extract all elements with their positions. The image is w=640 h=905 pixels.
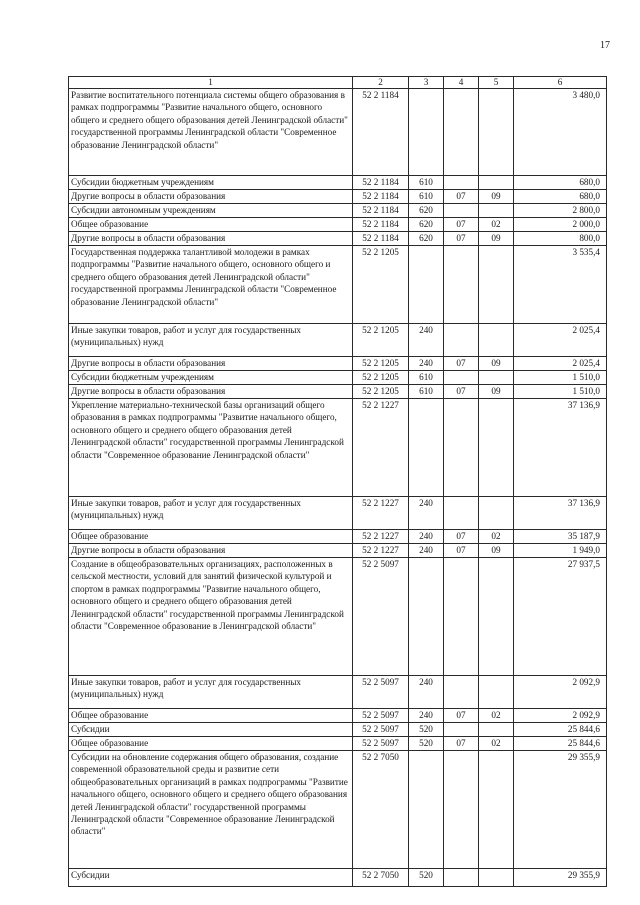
row-vr-cell: 520 [409,723,444,737]
row-name-cell: Государственная поддержка талантливой молодежи в рамках подпрограммы "Развитие начального общего, основного общего и среднего общего образования детей Ленинградской области" государственной программы Ленинградской области "Современное образование Ленинградской области" [69,246,353,324]
row-rz-cell: 07 [444,530,479,544]
row-csr-cell: 52 2 5097 [353,676,409,709]
row-pr-cell: 02 [479,709,514,723]
row-rz-cell [444,558,479,676]
row-pr-cell: 02 [479,218,514,232]
row-sum-cell: 2 025,4 [514,324,607,357]
row-name-cell: Субсидии автономным учреждениям [69,204,353,218]
row-sum-cell: 1 510,0 [514,371,607,385]
row-sum-cell: 29 355,9 [514,751,607,869]
row-pr-cell: 09 [479,190,514,204]
row-pr-cell: 02 [479,530,514,544]
table-header-row [69,77,607,89]
row-csr-cell: 52 2 1184 [353,218,409,232]
row-sum-cell: 1 510,0 [514,385,607,399]
row-sum-cell: 2 025,4 [514,357,607,371]
row-name-cell: Субсидии [69,869,353,887]
row-name-cell: Развитие воспитательного потенциала системы общего образования в рамках подпрограммы "Развитие начального общего, основного общего и среднего общего образования детей Ленинградской области" государственной программы Ленинградской области "Современное образование Ленинградской области" [69,89,353,176]
row-vr-cell: 620 [409,232,444,246]
row-pr-cell: 09 [479,357,514,371]
row-name-cell: Общее образование [69,709,353,723]
row-pr-cell: 09 [479,544,514,558]
row-sum-cell: 3 480,0 [514,89,607,176]
row-vr-cell: 240 [409,676,444,709]
row-rz-cell [444,371,479,385]
table-row [69,530,607,544]
table-row [69,232,607,246]
row-name-cell: Иные закупки товаров, работ и услуг для государственных (муниципальных) нужд [69,676,353,709]
row-rz-cell [444,869,479,887]
budget-table [68,76,607,887]
row-vr-cell: 520 [409,737,444,751]
row-csr-cell: 52 2 7050 [353,869,409,887]
row-sum-cell: 800,0 [514,232,607,246]
row-rz-cell [444,497,479,530]
column-header: 2 [353,77,409,89]
row-rz-cell: 07 [444,737,479,751]
row-vr-cell [409,751,444,869]
row-vr-cell: 240 [409,530,444,544]
row-csr-cell: 52 2 5097 [353,737,409,751]
row-rz-cell: 07 [444,190,479,204]
row-vr-cell: 610 [409,190,444,204]
row-sum-cell: 25 844,6 [514,723,607,737]
row-rz-cell [444,676,479,709]
row-name-cell: Другие вопросы в области образования [69,190,353,204]
table-row [69,737,607,751]
row-vr-cell: 520 [409,869,444,887]
row-rz-cell [444,89,479,176]
row-pr-cell: 02 [479,737,514,751]
table-row [69,497,607,530]
row-rz-cell: 07 [444,385,479,399]
row-csr-cell: 52 2 5097 [353,558,409,676]
row-rz-cell: 07 [444,544,479,558]
row-csr-cell: 52 2 5097 [353,723,409,737]
row-sum-cell: 37 136,9 [514,497,607,530]
column-header: 3 [409,77,444,89]
row-vr-cell: 620 [409,218,444,232]
row-name-cell: Субсидии бюджетным учреждениям [69,371,353,385]
row-csr-cell: 52 2 5097 [353,709,409,723]
row-sum-cell: 1 949,0 [514,544,607,558]
table-row [69,751,607,869]
row-rz-cell: 07 [444,357,479,371]
row-rz-cell [444,723,479,737]
table-row [69,385,607,399]
row-vr-cell: 610 [409,371,444,385]
row-sum-cell: 2 000,0 [514,218,607,232]
row-name-cell: Другие вопросы в области образования [69,357,353,371]
column-header: 5 [479,77,514,89]
row-csr-cell: 52 2 1227 [353,544,409,558]
table-row [69,190,607,204]
row-rz-cell [444,204,479,218]
row-name-cell: Другие вопросы в области образования [69,385,353,399]
row-name-cell: Создание в общеобразовательных организациях, расположенных в сельской местности, условий для занятий физической культурой и спортом в рамках подпрограммы "Развитие начального общего, основного общего и среднего общего образования детей Ленинградской области" государственной программы Ленинградской области "Современное образование в Ленинградской области" [69,558,353,676]
row-vr-cell [409,246,444,324]
row-csr-cell: 52 2 1205 [353,324,409,357]
row-pr-cell [479,89,514,176]
page-number: 17 [600,40,610,51]
row-csr-cell: 52 2 1205 [353,371,409,385]
row-vr-cell: 610 [409,385,444,399]
row-vr-cell: 240 [409,497,444,530]
row-pr-cell [479,676,514,709]
row-name-cell: Общее образование [69,737,353,751]
row-sum-cell: 2 800,0 [514,204,607,218]
row-rz-cell: 07 [444,218,479,232]
row-rz-cell [444,399,479,497]
row-name-cell: Общее образование [69,218,353,232]
row-csr-cell: 52 2 1184 [353,190,409,204]
row-pr-cell [479,176,514,190]
row-csr-cell: 52 2 1227 [353,530,409,544]
row-rz-cell [444,751,479,869]
table-row [69,676,607,709]
table-row [69,218,607,232]
row-sum-cell: 680,0 [514,176,607,190]
row-vr-cell: 240 [409,544,444,558]
row-csr-cell: 52 2 7050 [353,751,409,869]
row-rz-cell: 07 [444,709,479,723]
column-header: 4 [444,77,479,89]
row-csr-cell: 52 2 1184 [353,176,409,190]
table-row [69,723,607,737]
row-vr-cell: 240 [409,357,444,371]
row-pr-cell [479,723,514,737]
row-pr-cell [479,558,514,676]
row-csr-cell: 52 2 1205 [353,357,409,371]
row-sum-cell: 680,0 [514,190,607,204]
row-pr-cell [479,324,514,357]
row-vr-cell: 610 [409,176,444,190]
row-sum-cell: 25 844,6 [514,737,607,751]
table-row [69,246,607,324]
table-row [69,324,607,357]
row-rz-cell [444,324,479,357]
row-pr-cell [479,497,514,530]
table-row [69,371,607,385]
row-name-cell: Другие вопросы в области образования [69,232,353,246]
table-row [69,89,607,176]
row-sum-cell: 3 535,4 [514,246,607,324]
row-sum-cell: 35 187,9 [514,530,607,544]
row-sum-cell: 2 092,9 [514,676,607,709]
row-pr-cell: 09 [479,385,514,399]
row-pr-cell [479,869,514,887]
row-name-cell: Общее образование [69,530,353,544]
row-vr-cell [409,399,444,497]
column-header: 1 [69,77,353,89]
row-vr-cell: 240 [409,324,444,357]
row-pr-cell [479,399,514,497]
row-csr-cell: 52 2 1184 [353,204,409,218]
row-sum-cell: 2 092,9 [514,709,607,723]
column-header: 6 [514,77,607,89]
row-pr-cell [479,246,514,324]
row-rz-cell: 07 [444,232,479,246]
row-sum-cell: 27 937,5 [514,558,607,676]
row-sum-cell: 29 355,9 [514,869,607,887]
table-row [69,176,607,190]
row-csr-cell: 52 2 1227 [353,497,409,530]
row-csr-cell: 52 2 1205 [353,385,409,399]
row-csr-cell: 52 2 1184 [353,89,409,176]
row-csr-cell: 52 2 1205 [353,246,409,324]
row-vr-cell [409,89,444,176]
table-row [69,558,607,676]
row-rz-cell [444,246,479,324]
table-row [69,204,607,218]
table-row [69,869,607,887]
row-name-cell: Субсидии на обновление содержания общего образования, создание современной образовательной среды и развитие сети общеобразовательных организаций в рамках подпрограммы "Развитие начального общего, основного общего и среднего общего образования детей Ленинградской области" государственной программы Ленинградской области "Современное образование Ленинградской области" [69,751,353,869]
row-csr-cell: 52 2 1227 [353,399,409,497]
row-pr-cell [479,204,514,218]
row-name-cell: Укрепление материально-технической базы организаций общего образования в рамках подпрограммы "Развитие начального общего, основного общего и среднего общего образования детей Ленинградской области" государственной программы Ленинградской области "Современное образование Ленинградской области" [69,399,353,497]
table-row [69,399,607,497]
row-name-cell: Субсидии [69,723,353,737]
row-vr-cell: 620 [409,204,444,218]
row-rz-cell [444,176,479,190]
table-row [69,544,607,558]
table-row [69,709,607,723]
row-pr-cell: 09 [479,232,514,246]
table-row [69,357,607,371]
row-name-cell: Иные закупки товаров, работ и услуг для государственных (муниципальных) нужд [69,324,353,357]
row-sum-cell: 37 136,9 [514,399,607,497]
row-pr-cell [479,751,514,869]
row-csr-cell: 52 2 1184 [353,232,409,246]
row-vr-cell: 240 [409,709,444,723]
row-pr-cell [479,371,514,385]
row-vr-cell [409,558,444,676]
row-name-cell: Другие вопросы в области образования [69,544,353,558]
row-name-cell: Иные закупки товаров, работ и услуг для государственных (муниципальных) нужд [69,497,353,530]
row-name-cell: Субсидии бюджетным учреждениям [69,176,353,190]
